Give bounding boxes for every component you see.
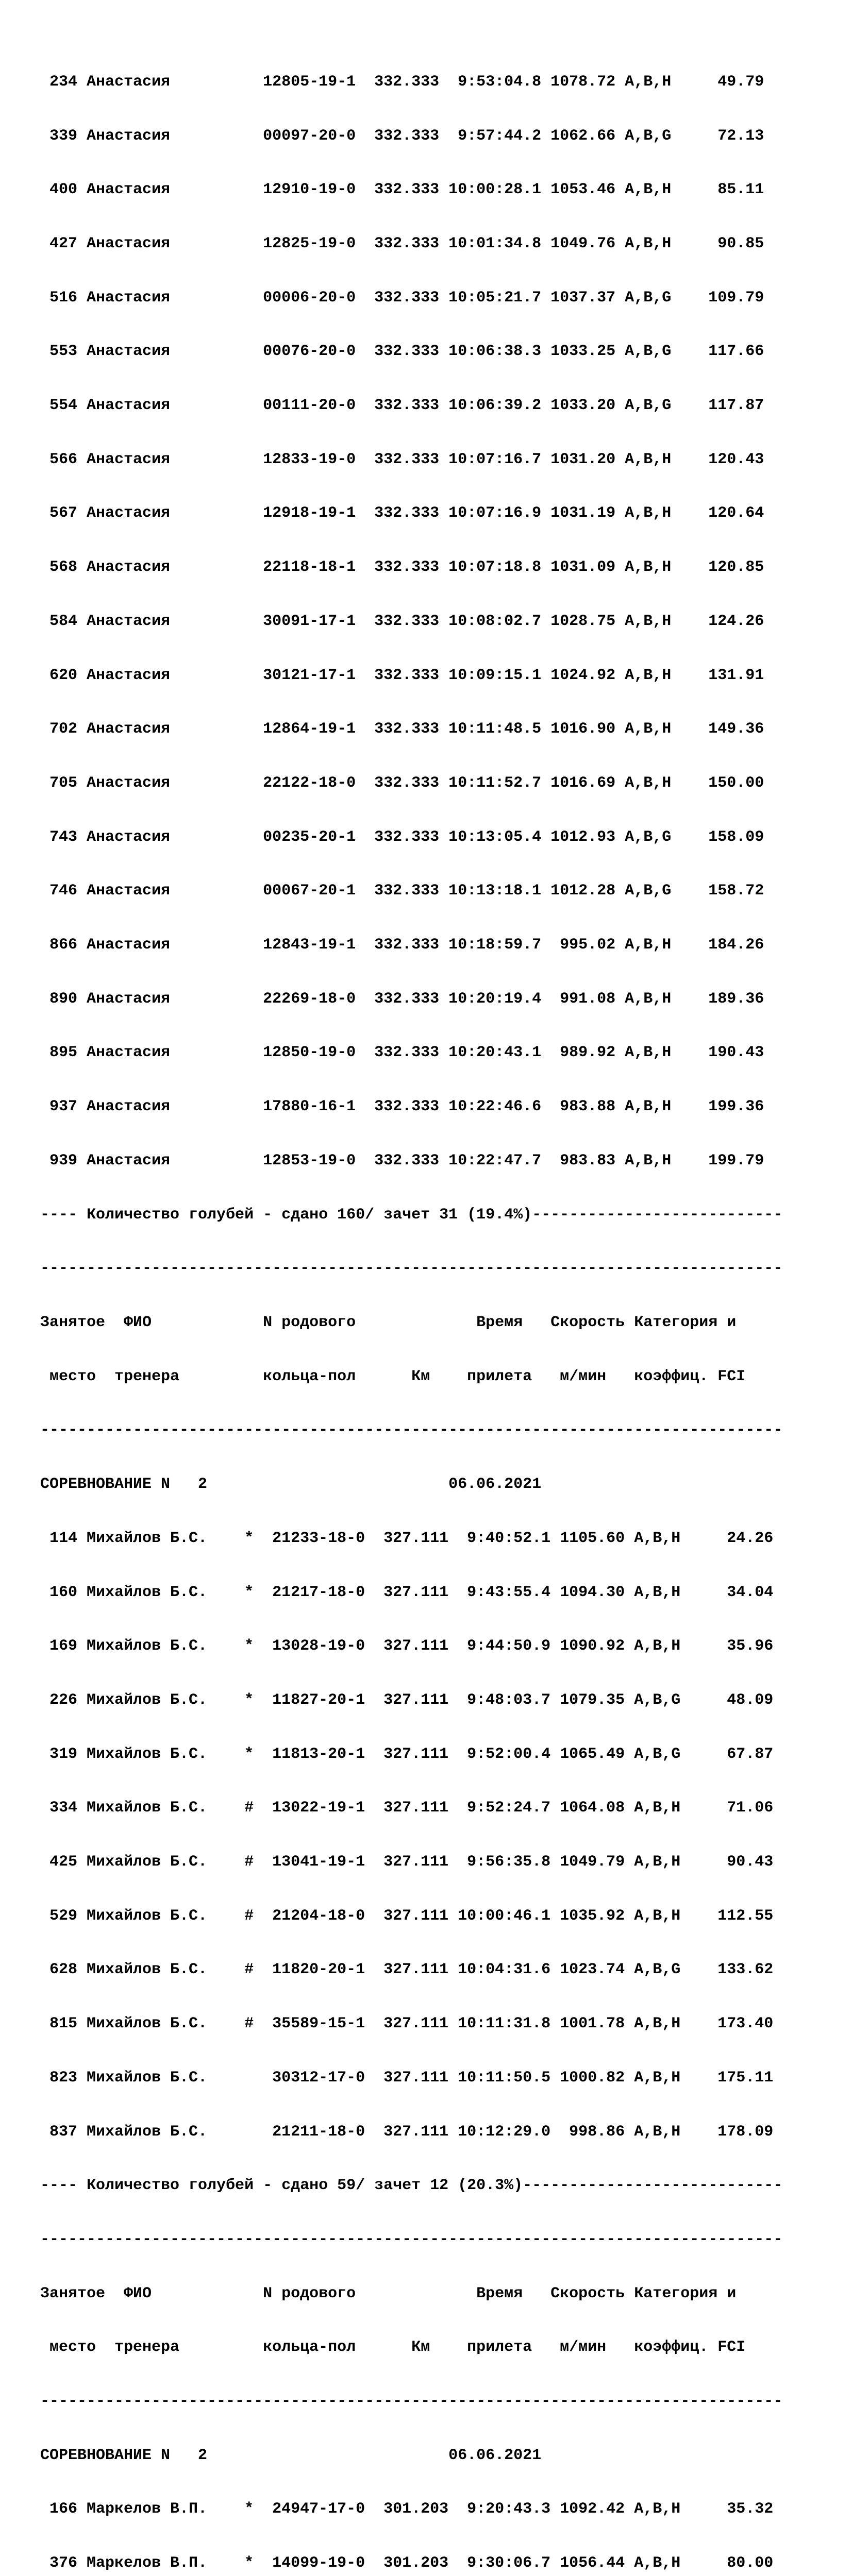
result-row: 937 Анастасия 17880-16-1 332.333 10:22:46.6 983.88 A,B,H 199.36 bbox=[40, 1098, 764, 1116]
result-row: 628 Михайлов Б.С. # 11820-20-1 327.111 10:04:31.6 1023.74 A,B,G 133.62 bbox=[40, 1961, 774, 1979]
result-row: 553 Анастасия 00076-20-0 332.333 10:06:38.3 1033.25 A,B,G 117.66 bbox=[40, 343, 764, 361]
result-row: 554 Анастасия 00111-20-0 332.333 10:06:39.2 1033.20 A,B,G 117.87 bbox=[40, 397, 764, 415]
column-header-row-1: Занятое ФИО N родового Время Скорость Категория и bbox=[40, 2284, 737, 2302]
result-row: 620 Анастасия 30121-17-1 332.333 10:09:15.1 1024.92 A,B,H 131.91 bbox=[40, 666, 764, 684]
result-row: 376 Маркелов В.П. * 14099-19-0 301.203 9:30:06.7 1056.44 A,B,H 80.00 bbox=[40, 2554, 774, 2572]
result-row: 114 Михайлов Б.С. * 21233-18-0 327.111 9:40:52.1 1105.60 A,B,H 24.26 bbox=[40, 1529, 774, 1547]
competition-header: СОРЕВНОВАНИЕ N 2 06.06.2021 bbox=[40, 1476, 542, 1494]
result-row: 400 Анастасия 12910-19-0 332.333 10:00:28.1 1053.46 A,B,H 85.11 bbox=[40, 181, 764, 199]
result-row: 939 Анастасия 12853-19-0 332.333 10:22:47.7 983.83 A,B,H 199.79 bbox=[40, 1151, 764, 1170]
result-row: 160 Михайлов Б.С. * 21217-18-0 327.111 9:43:55.4 1094.30 A,B,H 34.04 bbox=[40, 1583, 774, 1601]
result-row: 319 Михайлов Б.С. * 11813-20-1 327.111 9:52:00.4 1065.49 A,B,G 67.87 bbox=[40, 1745, 774, 1763]
competition-header: СОРЕВНОВАНИЕ N 2 06.06.2021 bbox=[40, 2446, 542, 2464]
result-row: 702 Анастасия 12864-19-1 332.333 10:11:48.5 1016.90 A,B,H 149.36 bbox=[40, 720, 764, 738]
result-row: 529 Михайлов Б.С. # 21204-18-0 327.111 10:00:46.1 1035.92 A,B,H 112.55 bbox=[40, 1907, 774, 1925]
result-row: 890 Анастасия 22269-18-0 332.333 10:20:19.4 991.08 A,B,H 189.36 bbox=[40, 990, 764, 1008]
result-row: 746 Анастасия 00067-20-1 332.333 10:13:18.1 1012.28 A,B,G 158.72 bbox=[40, 882, 764, 900]
result-row: 566 Анастасия 12833-19-0 332.333 10:07:16.7 1031.20 A,B,H 120.43 bbox=[40, 450, 764, 468]
result-row: 516 Анастасия 00006-20-0 332.333 10:05:21.7 1037.37 A,B,G 109.79 bbox=[40, 289, 764, 307]
result-row: 823 Михайлов Б.С. 30312-17-0 327.111 10:11:50.5 1000.82 A,B,H 175.11 bbox=[40, 2069, 774, 2087]
result-row: 166 Маркелов В.П. * 24947-17-0 301.203 9:20:43.3 1092.42 A,B,H 35.32 bbox=[40, 2500, 774, 2518]
result-row: 169 Михайлов Б.С. * 13028-19-0 327.111 9:44:50.9 1090.92 A,B,H 35.96 bbox=[40, 1637, 774, 1655]
column-header-row-2: место тренера кольца-пол Км прилета м/мин коэффиц. FCI bbox=[40, 1367, 746, 1385]
separator-line: -------------------------------------------------------------------------------- bbox=[40, 2393, 783, 2411]
result-row: 815 Михайлов Б.С. # 35589-15-1 327.111 10:11:31.8 1001.78 A,B,H 173.40 bbox=[40, 2015, 774, 2033]
separator-line: -------------------------------------------------------------------------------- bbox=[40, 2230, 783, 2248]
summary-line: ---- Количество голубей - сдано 160/ зачет 31 (19.4%)--------------------------- bbox=[40, 1206, 783, 1224]
result-row: 567 Анастасия 12918-19-1 332.333 10:07:16.9 1031.19 A,B,H 120.64 bbox=[40, 504, 764, 522]
result-row: 705 Анастасия 22122-18-0 332.333 10:11:52.7 1016.69 A,B,H 150.00 bbox=[40, 774, 764, 792]
result-row: 837 Михайлов Б.С. 21211-18-0 327.111 10:12:29.0 998.86 A,B,H 178.09 bbox=[40, 2123, 774, 2141]
summary-line: ---- Количество голубей - сдано 59/ зачет 12 (20.3%)---------------------------- bbox=[40, 2177, 783, 2195]
result-row: 895 Анастасия 12850-19-0 332.333 10:20:43.1 989.92 A,B,H 190.43 bbox=[40, 1044, 764, 1062]
result-row: 866 Анастасия 12843-19-1 332.333 10:18:59.7 995.02 A,B,H 184.26 bbox=[40, 936, 764, 954]
result-row: 568 Анастасия 22118-18-1 332.333 10:07:18.8 1031.09 A,B,H 120.85 bbox=[40, 558, 764, 577]
column-header-row-1: Занятое ФИО N родового Время Скорость Категория и bbox=[40, 1313, 737, 1331]
result-row: 584 Анастасия 30091-17-1 332.333 10:08:02.7 1028.75 A,B,H 124.26 bbox=[40, 612, 764, 630]
result-row: 334 Михайлов Б.С. # 13022-19-1 327.111 9:52:24.7 1064.08 A,B,H 71.06 bbox=[40, 1799, 774, 1817]
result-row: 339 Анастасия 00097-20-0 332.333 9:57:44.2 1062.66 A,B,G 72.13 bbox=[40, 127, 764, 145]
results-document bbox=[40, 37, 824, 2576]
result-row: 743 Анастасия 00235-20-1 332.333 10:13:05.4 1012.93 A,B,G 158.09 bbox=[40, 828, 764, 846]
result-row: 425 Михайлов Б.С. # 13041-19-1 327.111 9:56:35.8 1049.79 A,B,H 90.43 bbox=[40, 1853, 774, 1871]
result-row: 427 Анастасия 12825-19-0 332.333 10:01:34.8 1049.76 A,B,H 90.85 bbox=[40, 234, 764, 252]
result-row: 226 Михайлов Б.С. * 11827-20-1 327.111 9:48:03.7 1079.35 A,B,G 48.09 bbox=[40, 1691, 774, 1709]
result-row: 234 Анастасия 12805-19-1 332.333 9:53:04.8 1078.72 A,B,H 49.79 bbox=[40, 73, 764, 91]
column-header-row-2: место тренера кольца-пол Км прилета м/мин коэффиц. FCI bbox=[40, 2338, 746, 2357]
separator-line: -------------------------------------------------------------------------------- bbox=[40, 1260, 783, 1278]
separator-line: -------------------------------------------------------------------------------- bbox=[40, 1421, 783, 1439]
